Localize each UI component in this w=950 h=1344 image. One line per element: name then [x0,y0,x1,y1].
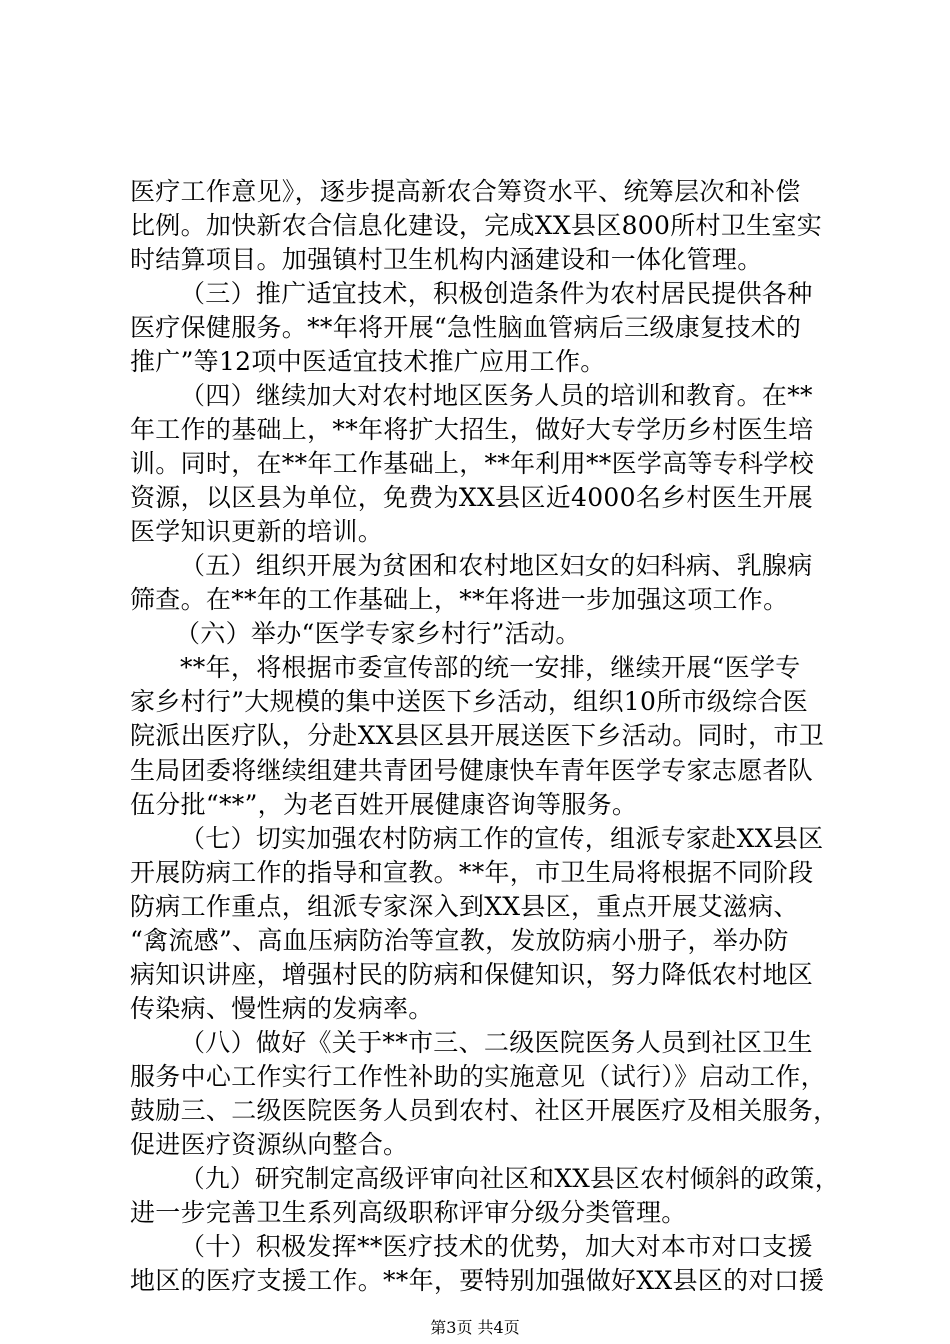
body-text-line: 防病工作重点，组派专家深入到XX县区，重点开展艾滋病、 [130,891,799,921]
body-text-line: 服务中心工作实行工作性补助的实施意见（试行）》启动工作， [130,1061,826,1091]
body-text-line: 促进医疗资源纵向整合。 [130,1129,409,1159]
body-text-line: 时结算项目。加强镇村卫生机构内涵建设和一体化管理。 [130,245,763,275]
paragraph-start-line: （四）继续加大对农村地区医务人员的培训和教育。在** [180,381,813,411]
body-text-line: 推广”等12项中医适宜技术推广应用工作。 [130,347,606,377]
body-text-line: 家乡村行”大规模的集中送医下乡活动，组织10所市级综合医 [130,687,808,717]
body-text-line: 进一步完善卫生系列高级职称评审分级分类管理。 [130,1197,687,1227]
body-text-line: 开展防病工作的指导和宣教。**年，市卫生局将根据不同阶段 [130,857,814,887]
body-text-line: 比例。加快新农合信息化建设，完成XX县区800所村卫生室实 [130,211,823,241]
paragraph-start-line: **年，将根据市委宣传部的统一安排，继续开展“医学专 [180,653,801,683]
body-text-line: 资源，以区县为单位，免费为XX县区近4000名乡村医生开展 [130,483,813,513]
body-text-line: 医疗工作意见》，逐步提高新农合筹资水平、统筹层次和补偿 [130,177,801,206]
body-text-line: 鼓励三、二级医院医务人员到农村、社区开展医疗及相关服务， [130,1095,839,1125]
body-text-line: 伍分批“**”，为老百姓开展健康咨询等服务。 [130,789,638,819]
body-text-line: 生局团委将继续组建共青团号健康快车青年医学专家志愿者队 [130,755,814,785]
body-text-line: 筛查。在**年的工作基础上，**年将进一步加强这项工作。 [130,585,789,615]
body-text-line: “禽流感”、高血压病防治等宣教，发放防病小册子，举办防 [130,925,789,955]
paragraph-start-line: （十）积极发挥**医疗技术的优势，加大对本市对口支援 [180,1231,813,1261]
paragraph-start-line: （五）组织开展为贫困和农村地区妇女的妇科病、乳腺病 [180,551,813,581]
body-text-line: 病知识讲座，增强村民的防病和保健知识，努力降低农村地区 [130,959,814,989]
paragraph-start-line: （三）推广适宜技术，积极创造条件为农村居民提供各种 [180,279,813,309]
body-text-line: 院派出医疗队，分赴XX县区县开展送医下乡活动。同时，市卫 [130,721,824,751]
paragraph-start-line: （八）做好《关于**市三、二级医院医务人员到社区卫生 [180,1027,813,1057]
body-text-line: 医疗保健服务。**年将开展“急性脑血管病后三级康复技术的 [130,313,802,343]
body-text-line: 传染病、慢性病的发病率。 [130,993,434,1023]
body-text-line: 医学知识更新的培训。 [130,517,384,547]
body-text-line: 年工作的基础上，**年将扩大招生，做好大专学历乡村医生培 [130,415,814,445]
paragraph-start-line: （六）举办“医学专家乡村行”活动。 [175,619,581,649]
body-text-line: 地区的医疗支援工作。**年，要特别加强做好XX县区的对口援 [130,1265,825,1295]
page-number-footer: 第3页 共4页 [430,1318,520,1337]
body-text-line: 训。同时，在**年工作基础上，**年利用**医学高等专科学校 [130,449,815,479]
paragraph-start-line: （九）研究制定高级评审向社区和XX县区农村倾斜的政策， [180,1163,840,1193]
paragraph-start-line: （七）切实加强农村防病工作的宣传，组派专家赴XX县区 [180,823,824,853]
